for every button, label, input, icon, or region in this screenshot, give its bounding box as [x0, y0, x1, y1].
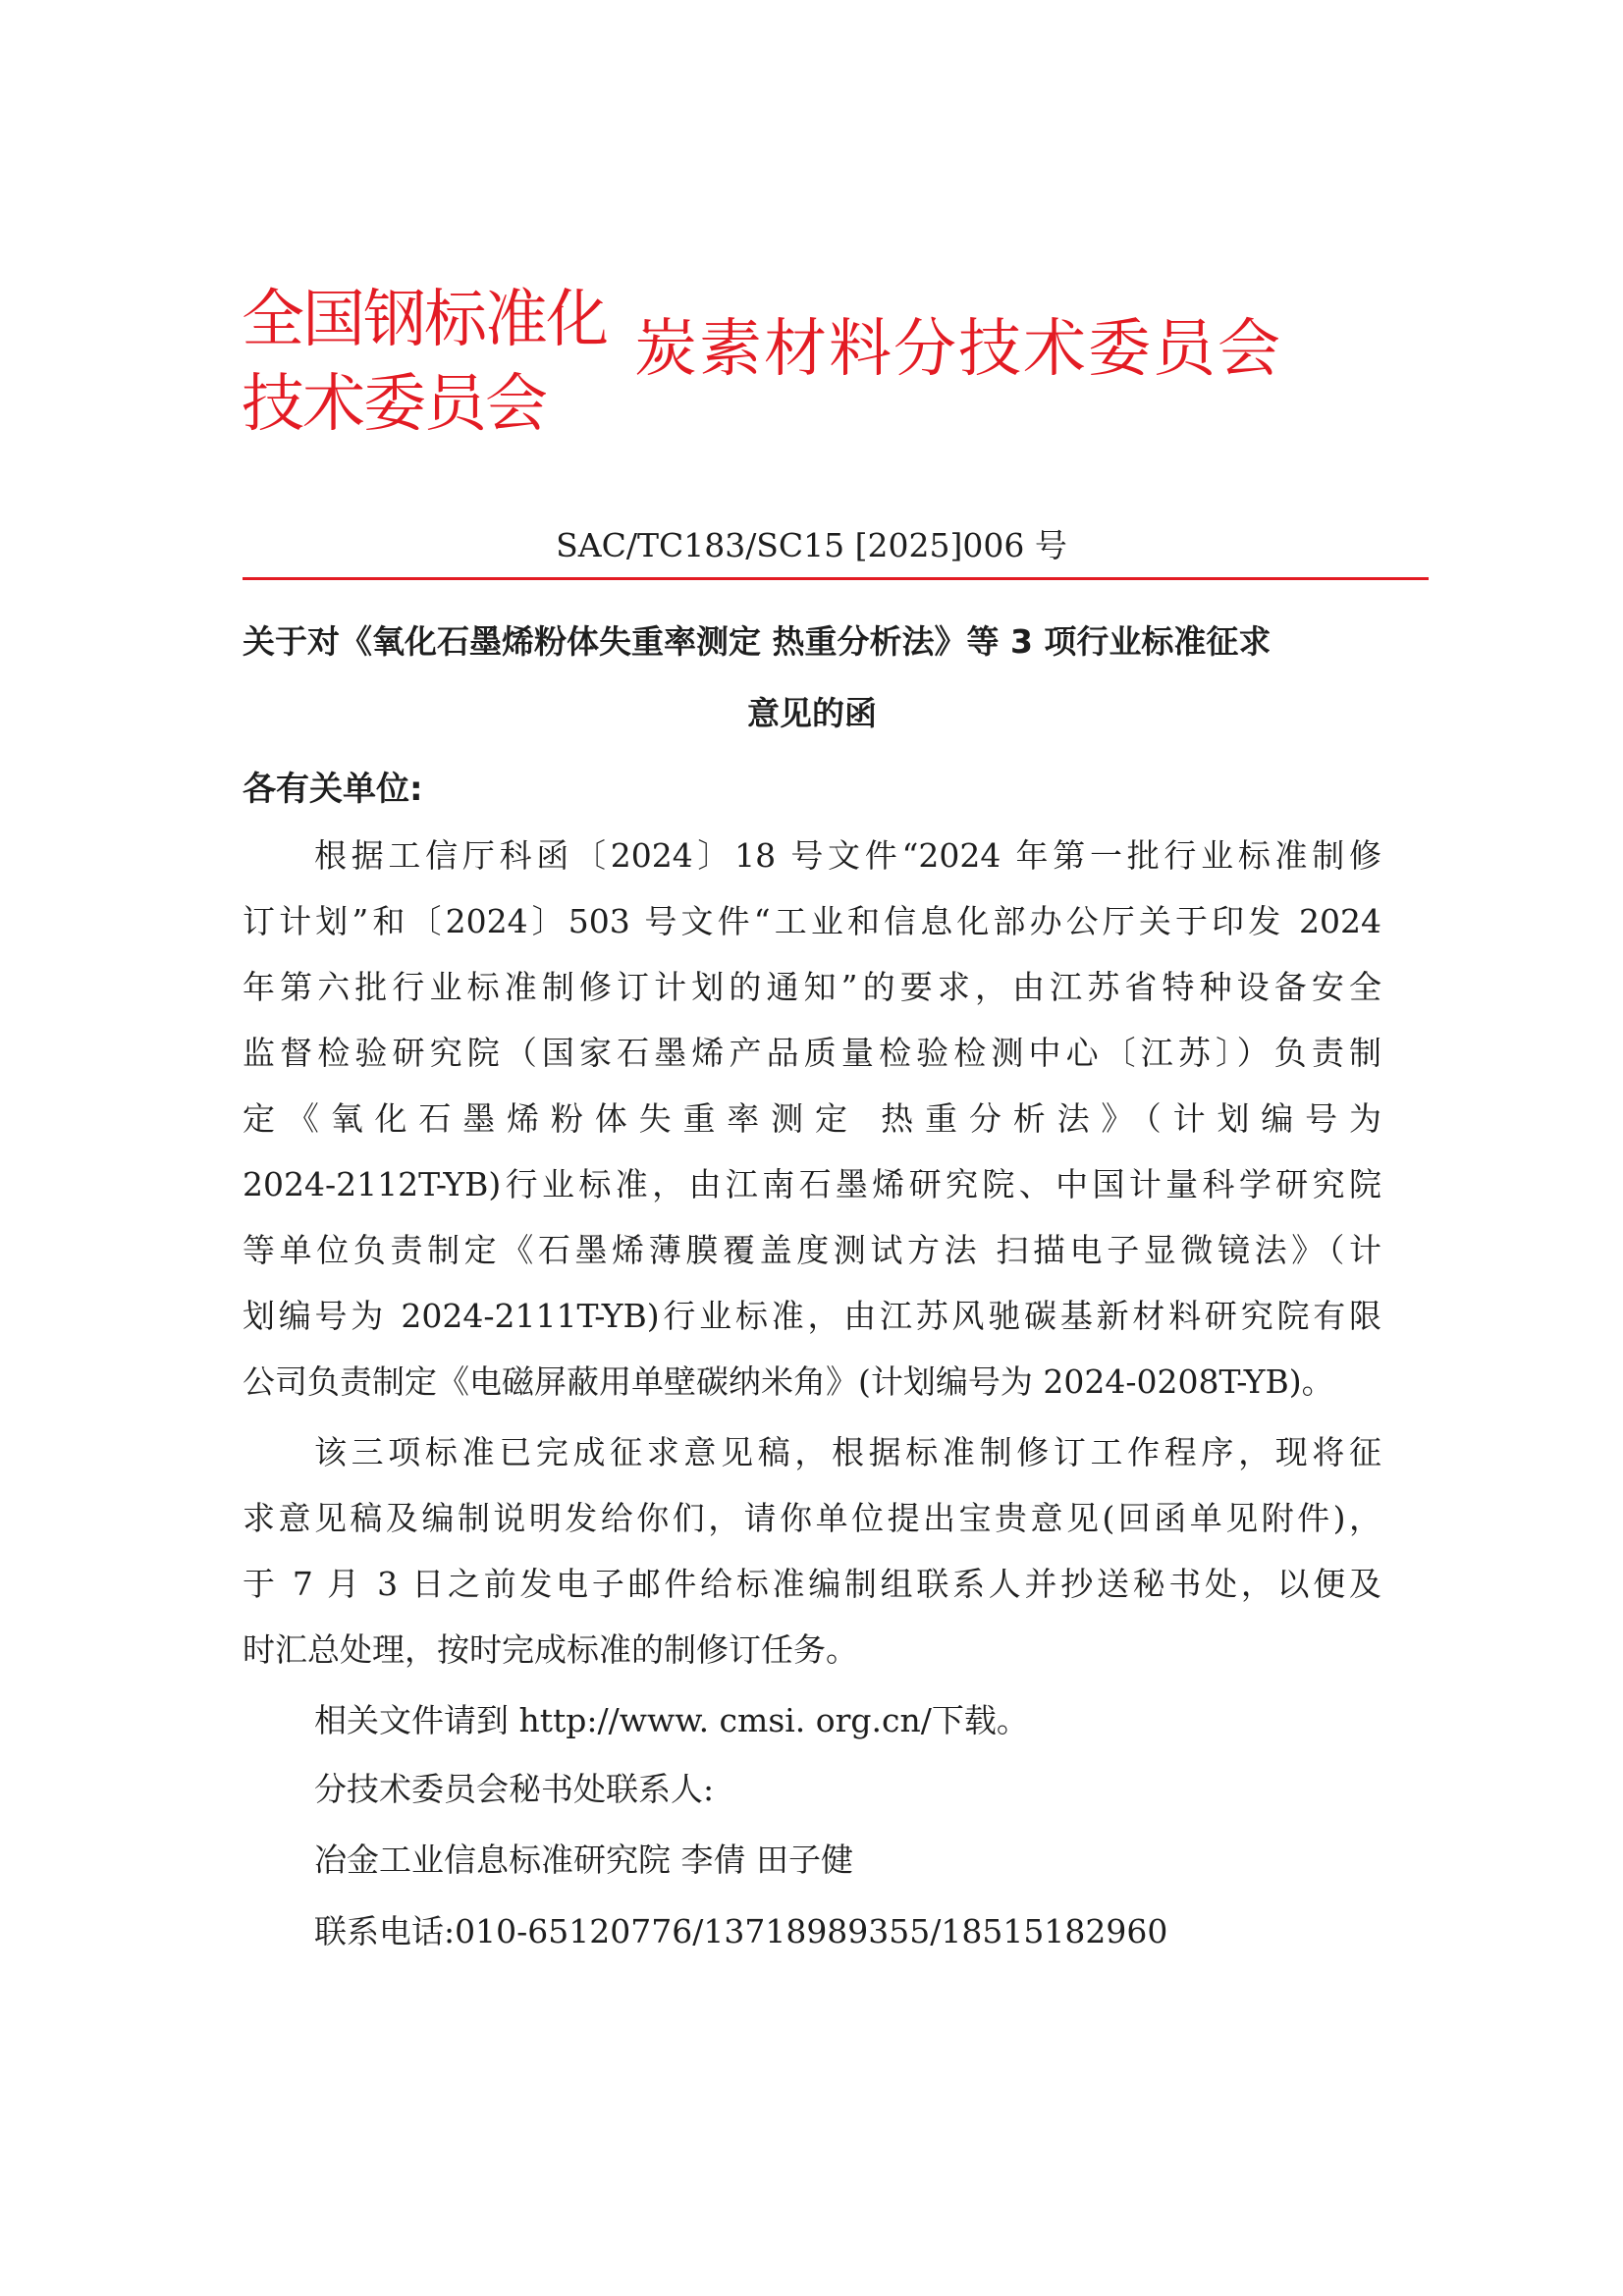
paragraph2-line: 该三项标准已完成征求意见稿，根据标准制修订工作程序，现将征 [314, 1433, 1381, 1471]
letterhead-left-line1: 全国钢标准化 [242, 284, 607, 356]
paragraph2-line: 时汇总处理，按时完成标准的制修订任务。 [243, 1630, 858, 1669]
contact-phone: 联系电话:010-65120776/13718989355/18515182960 [314, 1912, 1168, 1950]
paragraph1-line: 定《氧化石墨烯粉体失重率测定 热重分析法》（计划编号为 [243, 1099, 1381, 1138]
salutation: 各有关单位: [243, 770, 423, 809]
letterhead-committee-name [242, 278, 634, 447]
paragraph1-line: 根据工信厅科函〔2024〕18 号文件“2024 年第一批行业标准制修 [314, 836, 1381, 875]
contact-organization: 冶金工业信息标准研究院 李倩 田子健 [314, 1841, 853, 1879]
download-instruction: 相关文件请到 http://www. cmsi. org.cn/下载。 [314, 1701, 1029, 1739]
paragraph1-line: 公司负责制定《电磁屏蔽用单壁碳纳米角》(计划编号为 2024-0208T-YB)。 [243, 1362, 1334, 1401]
document-title-line1: 关于对《氧化石墨烯粉体失重率测定 热重分析法》等 3 项行业标准征求 [243, 622, 1271, 661]
contact-heading: 分技术委员会秘书处联系人: [314, 1770, 715, 1808]
document-title-line2: 意见的函 [747, 694, 877, 732]
paragraph2-line: 求意见稿及编制说明发给你们，请你单位提出宝贵意见(回函单见附件)， [243, 1499, 1381, 1537]
paragraph1-line: 等单位负责制定《石墨烯薄膜覆盖度测试方法 扫描电子显微镜法》（计 [243, 1231, 1381, 1269]
paragraph2-line: 于 7 月 3 日之前发电子邮件给标准编制组联系人并抄送秘书处，以便及 [243, 1565, 1381, 1603]
paragraph1-line: 监督检验研究院（国家石墨烯产品质量检验检测中心〔江苏〕）负责制 [243, 1034, 1381, 1072]
paragraph1-line: 年第六批行业标准制修订计划的通知”的要求，由江苏省特种设备安全 [243, 968, 1381, 1006]
letterhead-left-line2: 技术委员会 [242, 368, 546, 441]
paragraph1-line: 划编号为 2024-2111T-YB)行业标准，由江苏风驰碳基新材料研究院有限 [243, 1297, 1381, 1335]
paragraph1-line: 订计划”和〔2024〕503 号文件“工业和信息化部办公厅关于印发 2024 [243, 902, 1381, 940]
document-number: SAC/TC183/SC15 [2025]006 号 [556, 526, 1067, 564]
letterhead-subcommittee-name: 炭素材料分技术委员会 [634, 313, 1282, 386]
paragraph1-line: 2024-2112T-YB)行业标准，由江南石墨烯研究院、中国计量科学研究院 [243, 1165, 1381, 1203]
red-divider-line [243, 577, 1429, 580]
